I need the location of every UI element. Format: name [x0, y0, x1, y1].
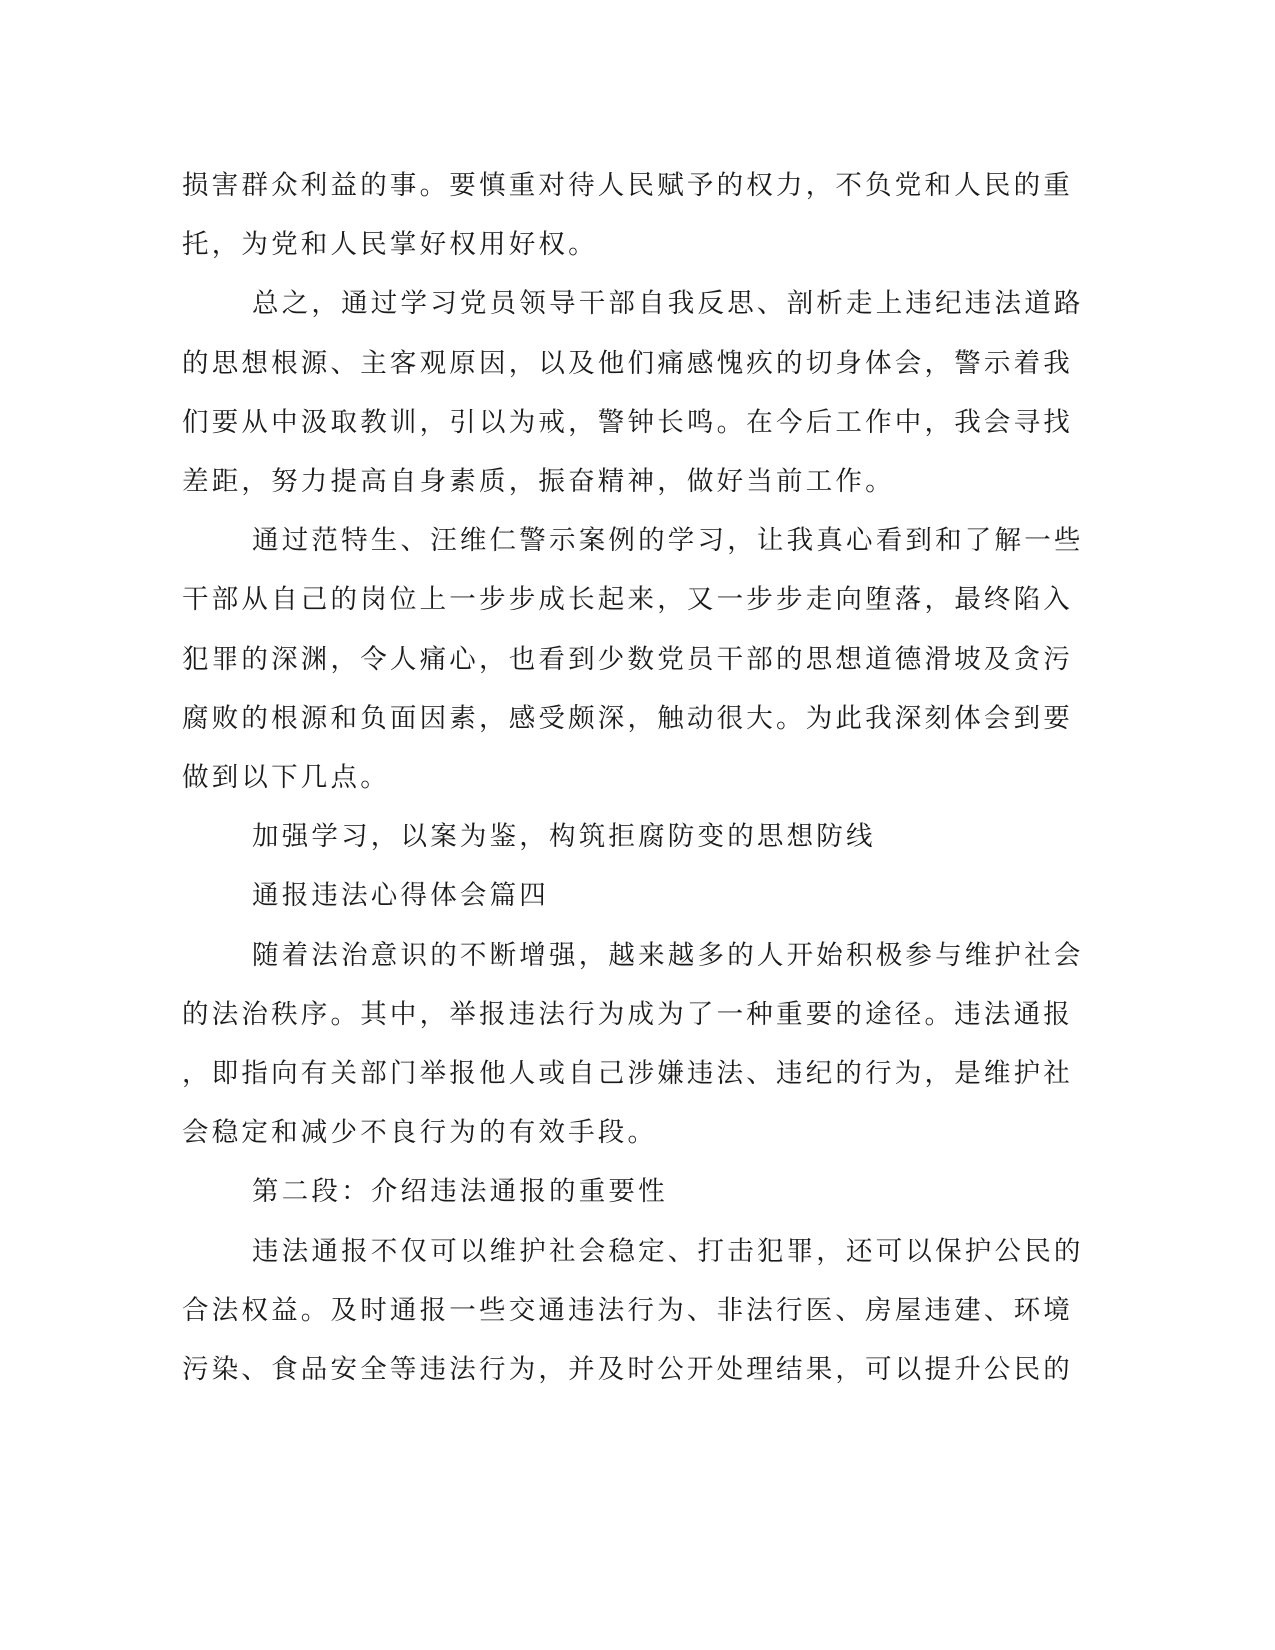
- text-line: 会稳定和减少不良行为的有效手段。: [182, 1117, 658, 1149]
- text-line: 做到以下几点。: [182, 762, 390, 794]
- text-line: 差距，努力提高自身素质，振奋精神，做好当前工作。: [182, 466, 895, 498]
- text-line: 的法治秩序。其中，举报违法行为成为了一种重要的途径。违法通报: [182, 998, 1073, 1030]
- text-line: 合法权益。及时通报一些交通违法行为、非法行医、房屋违建、环境: [182, 1294, 1073, 1326]
- text-line: ，即指向有关部门举报他人或自己涉嫌违法、违纪的行为，是维护社: [182, 1058, 1073, 1090]
- text-line: 通过范特生、汪维仁警示案例的学习，让我真心看到和了解一些: [252, 525, 1084, 557]
- text-line: 腐败的根源和负面因素，感受颇深，触动很大。为此我深刻体会到要: [182, 702, 1073, 734]
- text-line: 干部从自己的岗位上一步步成长起来，又一步步走向堕落，最终陷入: [182, 584, 1073, 616]
- paragraph: [182, 274, 1084, 511]
- text-line: 犯罪的深渊，令人痛心，也看到少数党员干部的思想道德滑坡及贪污: [182, 643, 1073, 675]
- paragraph: [182, 156, 1073, 274]
- text-line: 们要从中汲取教训，引以为戒，警钟长鸣。在今后工作中，我会寻找: [182, 406, 1073, 438]
- text-line: 第二段：介绍违法通报的重要性: [252, 1176, 668, 1208]
- text-line: 托，为党和人民掌好权用好权。: [182, 229, 598, 261]
- text-line: 加强学习，以案为鉴，构筑拒腐防变的思想防线: [252, 821, 876, 853]
- paragraph: [182, 926, 1084, 1163]
- text-line: 污染、食品安全等违法行为，并及时公开处理结果，可以提升公民的: [182, 1354, 1073, 1386]
- text-line: 违法通报不仅可以维护社会稳定、打击犯罪，还可以保护公民的: [252, 1235, 1084, 1267]
- text-line: 的思想根源、主客观原因，以及他们痛感愧疚的切身体会，警示着我: [182, 347, 1073, 379]
- subheading: [182, 807, 1042, 866]
- section-title: [182, 866, 1042, 925]
- paragraph: [182, 1222, 1084, 1400]
- text-line: 通报违法心得体会篇四: [252, 880, 549, 912]
- paragraph: [182, 511, 1084, 807]
- text-line: 总之，通过学习党员领导干部自我反思、剖析走上违纪违法道路: [252, 288, 1084, 320]
- text-line: 随着法治意识的不断增强，越来越多的人开始积极参与维护社会: [252, 939, 1084, 971]
- document-body: [182, 156, 1084, 1399]
- subheading: [182, 1162, 1042, 1221]
- text-line: 损害群众利益的事。要慎重对待人民赋予的权力，不负党和人民的重: [182, 170, 1073, 201]
